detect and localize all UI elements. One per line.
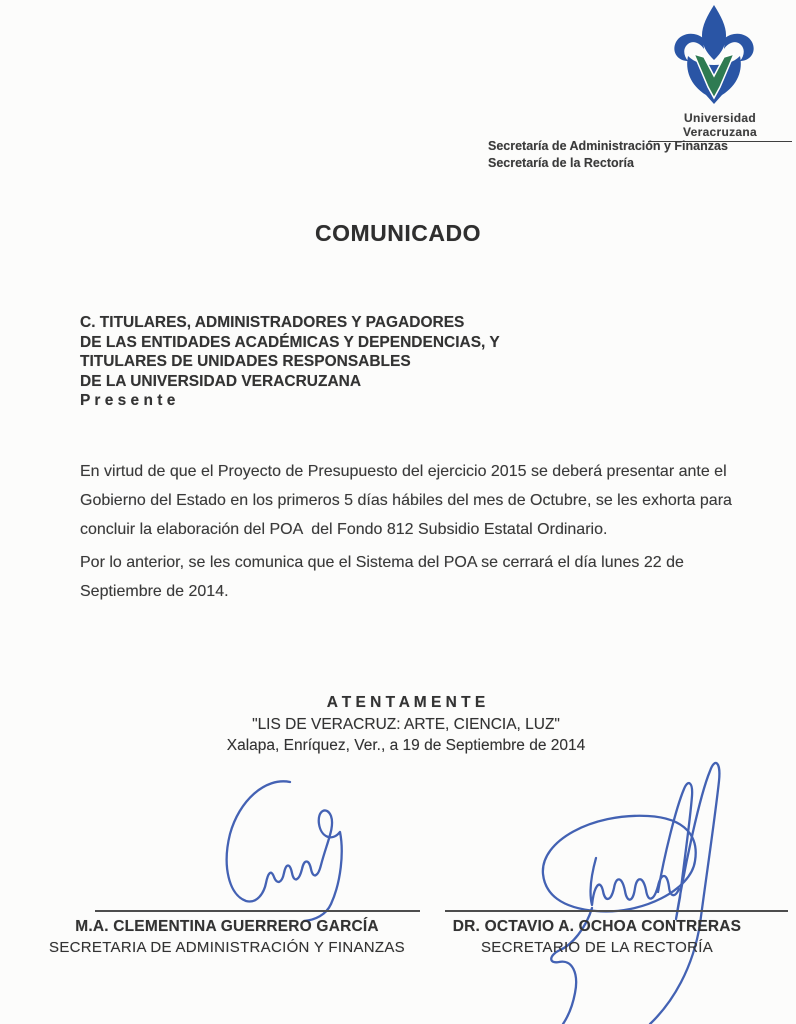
signatory-right-name: DR. OCTAVIO A. OCHOA CONTRERAS [452, 918, 742, 935]
signature-line-right [445, 910, 788, 912]
dept-line-2: Secretaría de la Rectoría [488, 155, 634, 170]
closing-block [0, 692, 796, 757]
salutation: P r e s e n t e [80, 392, 176, 410]
recipient-line-4: DE LA UNIVERSIDAD VERACRUZANA [80, 372, 362, 390]
right-signature-letters-stroke [591, 858, 679, 905]
signatory-right [432, 916, 762, 958]
dept-line-1: Secretaría de Administración y Finanzas [488, 139, 728, 153]
body-paragraph-1: En virtud de que el Proyecto de Presupuesto del ejercicio 2015 se deberá presentar ante el Gobierno del Estado en los primeros 5 días hábiles del mes de Octubre, se les exhorta para concluir la elaboración del POA del Fondo 812 Subsidio Estatal Ordinario. [80, 463, 737, 538]
signature-ink-layer [0, 740, 796, 1024]
signature-line-left [95, 910, 420, 912]
left-signature-stroke [227, 781, 342, 921]
closing-place-date: Xalapa, Enríquez, Ver., a 19 de Septiembre de 2014 [226, 737, 586, 754]
body-paragraph-2: Por lo anterior, se les comunica que el Sistema del POA se cerrará el día lunes 22 de Septiembre de 2014. [80, 554, 689, 600]
signatory-right-title: SECRETARIO DE LA RECTORÍA [481, 939, 713, 956]
uv-fleur-de-lis-icon [672, 4, 756, 106]
document-title: COMUNICADO [315, 220, 481, 246]
right-signature-tall-stroke [650, 763, 719, 1024]
signatory-left [27, 916, 427, 958]
uv-wordmark: Universidad Veracruzana [648, 111, 792, 142]
recipient-line-1: C. TITULARES, ADMINISTRADORES Y PAGADORES [80, 314, 465, 331]
recipient-block [80, 313, 500, 411]
signatory-left-name: M.A. CLEMENTINA GUERRERO GARCÍA [75, 918, 379, 935]
signatory-left-title: SECRETARIA DE ADMINISTRACIÓN Y FINANZAS [49, 939, 405, 956]
closing-salute: A T E N T A M E N T E [326, 694, 486, 711]
letterhead-dept [488, 138, 728, 171]
right-signature-ellipse-stroke [543, 816, 696, 912]
recipient-line-2: DE LAS ENTIDADES ACADÉMICAS Y DEPENDENCIAS, Y [80, 333, 500, 351]
recipient-line-3: TITULARES DE UNIDADES RESPONSABLES [80, 353, 411, 371]
closing-motto: "LIS DE VERACRUZ: ARTE, CIENCIA, LUZ" [252, 715, 560, 733]
